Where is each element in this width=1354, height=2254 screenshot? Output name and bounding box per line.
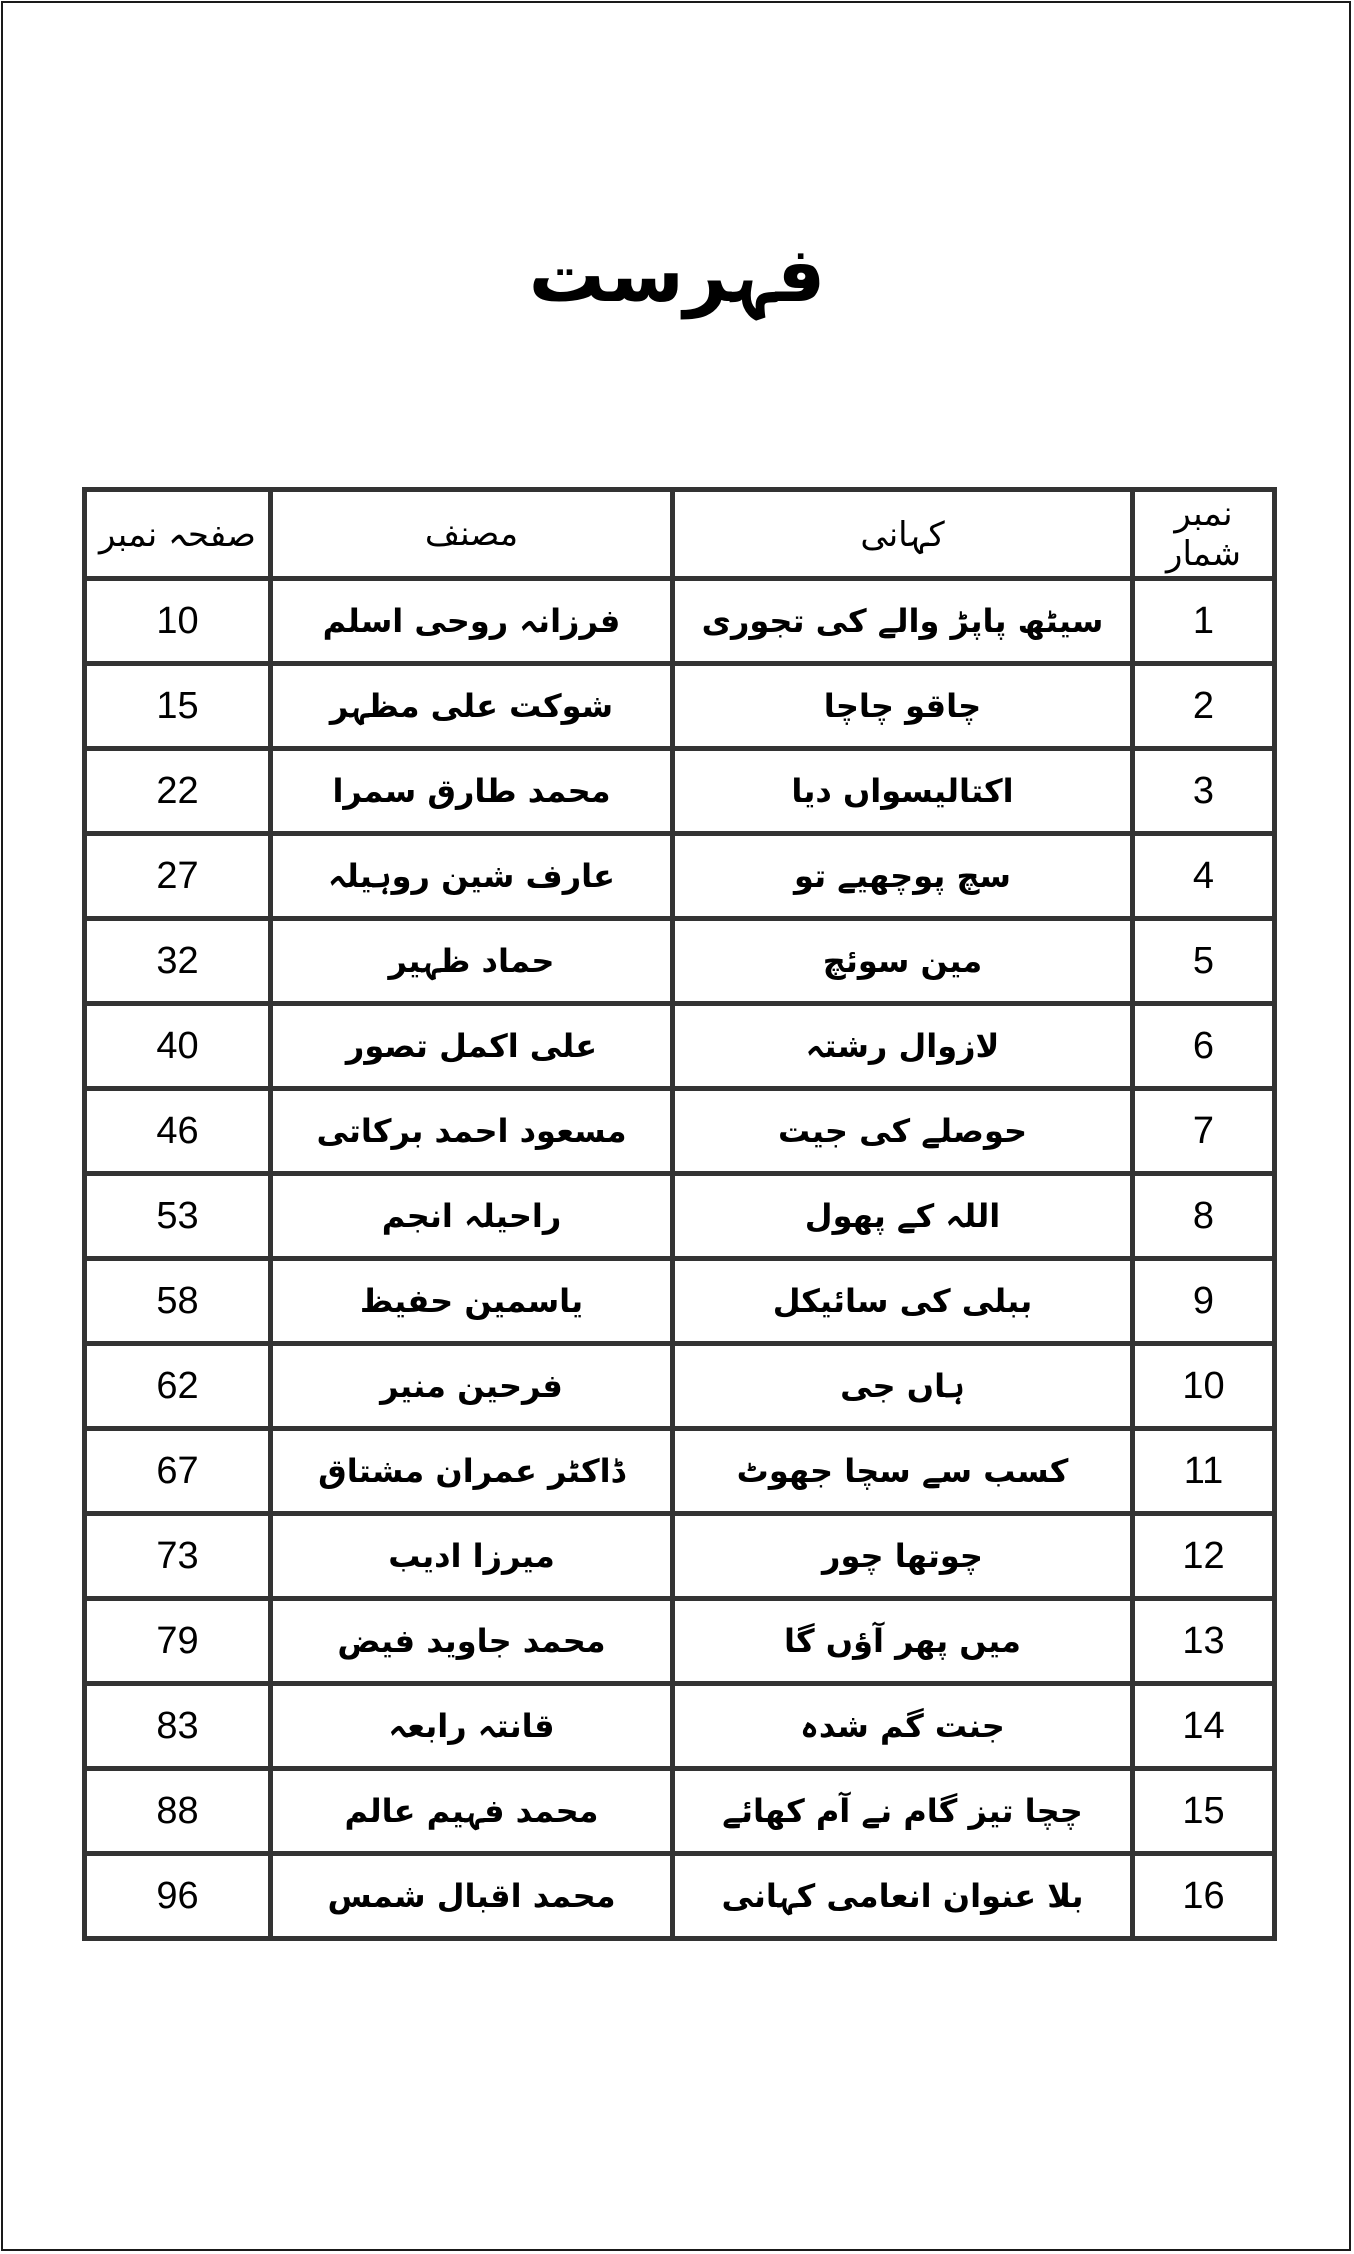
page-number-cell: 53	[85, 1174, 271, 1259]
story-title-cell: مین سوئچ	[673, 919, 1133, 1004]
page-number-cell: 96	[85, 1854, 271, 1939]
serial-number-cell: 9	[1133, 1259, 1275, 1344]
story-title-cell: ببلی کی سائیکل	[673, 1259, 1133, 1344]
serial-number-cell: 3	[1133, 749, 1275, 834]
story-title-cell: چاقو چاچا	[673, 664, 1133, 749]
story-title-cell: چچا تیز گام نے آم کھائے	[673, 1769, 1133, 1854]
author-cell: محمد جاوید فیض	[271, 1599, 673, 1684]
header-author: مصنف	[271, 490, 673, 579]
author-cell: فرحین منیر	[271, 1344, 673, 1429]
table-row	[85, 1599, 1275, 1684]
serial-number-cell: 15	[1133, 1769, 1275, 1854]
page-number-cell: 22	[85, 749, 271, 834]
page-number-cell: 83	[85, 1684, 271, 1769]
page-number-cell: 27	[85, 834, 271, 919]
author-cell: حماد ظہیر	[271, 919, 673, 1004]
table-row	[85, 1769, 1275, 1854]
author-cell: قانتہ رابعہ	[271, 1684, 673, 1769]
author-cell: محمد اقبال شمس	[271, 1854, 673, 1939]
table-row	[85, 919, 1275, 1004]
page-number-cell: 88	[85, 1769, 271, 1854]
page-number-cell: 10	[85, 579, 271, 664]
table-row	[85, 579, 1275, 664]
story-title-cell: سیٹھ پاپڑ والے کی تجوری	[673, 579, 1133, 664]
author-cell: فرزانہ روحی اسلم	[271, 579, 673, 664]
story-title-cell: جنت گم شدہ	[673, 1684, 1133, 1769]
table-row	[85, 1429, 1275, 1514]
header-serial-number: نمبر شمار	[1133, 490, 1275, 579]
serial-number-cell: 13	[1133, 1599, 1275, 1684]
story-title-cell: لازوال رشتہ	[673, 1004, 1133, 1089]
serial-number-cell: 5	[1133, 919, 1275, 1004]
page-number-cell: 73	[85, 1514, 271, 1599]
header-page-number: صفحہ نمبر	[85, 490, 271, 579]
story-title-cell: اکتالیسواں دیا	[673, 749, 1133, 834]
table-row	[85, 1344, 1275, 1429]
author-cell: علی اکمل تصور	[271, 1004, 673, 1089]
serial-number-cell: 12	[1133, 1514, 1275, 1599]
author-cell: محمد طارق سمرا	[271, 749, 673, 834]
page-number-cell: 32	[85, 919, 271, 1004]
author-cell: میرزا ادیب	[271, 1514, 673, 1599]
story-title-cell: بلا عنوان انعامی کہانی	[673, 1854, 1133, 1939]
serial-number-cell: 7	[1133, 1089, 1275, 1174]
page-number-cell: 58	[85, 1259, 271, 1344]
author-cell: محمد فہیم عالم	[271, 1769, 673, 1854]
table-row	[85, 1684, 1275, 1769]
header-story: کہانی	[673, 490, 1133, 579]
story-title-cell: کسب سے سچا جھوٹ	[673, 1429, 1133, 1514]
author-cell: یاسمین حفیظ	[271, 1259, 673, 1344]
author-cell: راحیلہ انجم	[271, 1174, 673, 1259]
serial-number-cell: 2	[1133, 664, 1275, 749]
page-title: فہرست	[528, 230, 826, 319]
table-row	[85, 834, 1275, 919]
author-cell: عارف شین روہیلہ	[271, 834, 673, 919]
author-cell: مسعود احمد برکاتی	[271, 1089, 673, 1174]
serial-number-cell: 8	[1133, 1174, 1275, 1259]
serial-number-cell: 1	[1133, 579, 1275, 664]
table-row	[85, 1514, 1275, 1599]
serial-number-cell: 14	[1133, 1684, 1275, 1769]
page-number-cell: 46	[85, 1089, 271, 1174]
page-number-cell: 79	[85, 1599, 271, 1684]
serial-number-cell: 16	[1133, 1854, 1275, 1939]
table-row	[85, 1089, 1275, 1174]
story-title-cell: حوصلے کی جیت	[673, 1089, 1133, 1174]
story-title-cell: سچ پوچھیے تو	[673, 834, 1133, 919]
serial-number-cell: 11	[1133, 1429, 1275, 1514]
page-number-cell: 15	[85, 664, 271, 749]
table-row	[85, 1004, 1275, 1089]
story-title-cell: چوتھا چور	[673, 1514, 1133, 1599]
serial-number-cell: 4	[1133, 834, 1275, 919]
story-title-cell: میں پھر آؤں گا	[673, 1599, 1133, 1684]
table-row	[85, 749, 1275, 834]
page-number-cell: 62	[85, 1344, 271, 1429]
serial-number-cell: 10	[1133, 1344, 1275, 1429]
author-cell: شوکت علی مظہر	[271, 664, 673, 749]
table-row	[85, 664, 1275, 749]
table-row	[85, 1854, 1275, 1939]
table-row	[85, 1259, 1275, 1344]
page-number-cell: 40	[85, 1004, 271, 1089]
serial-number-cell: 6	[1133, 1004, 1275, 1089]
story-title-cell: اللہ کے پھول	[673, 1174, 1133, 1259]
page-number-cell: 67	[85, 1429, 271, 1514]
table-header-row	[85, 490, 1275, 579]
contents-table	[82, 487, 1277, 1941]
table-row	[85, 1174, 1275, 1259]
story-title-cell: ہاں جی	[673, 1344, 1133, 1429]
author-cell: ڈاکٹر عمران مشتاق	[271, 1429, 673, 1514]
